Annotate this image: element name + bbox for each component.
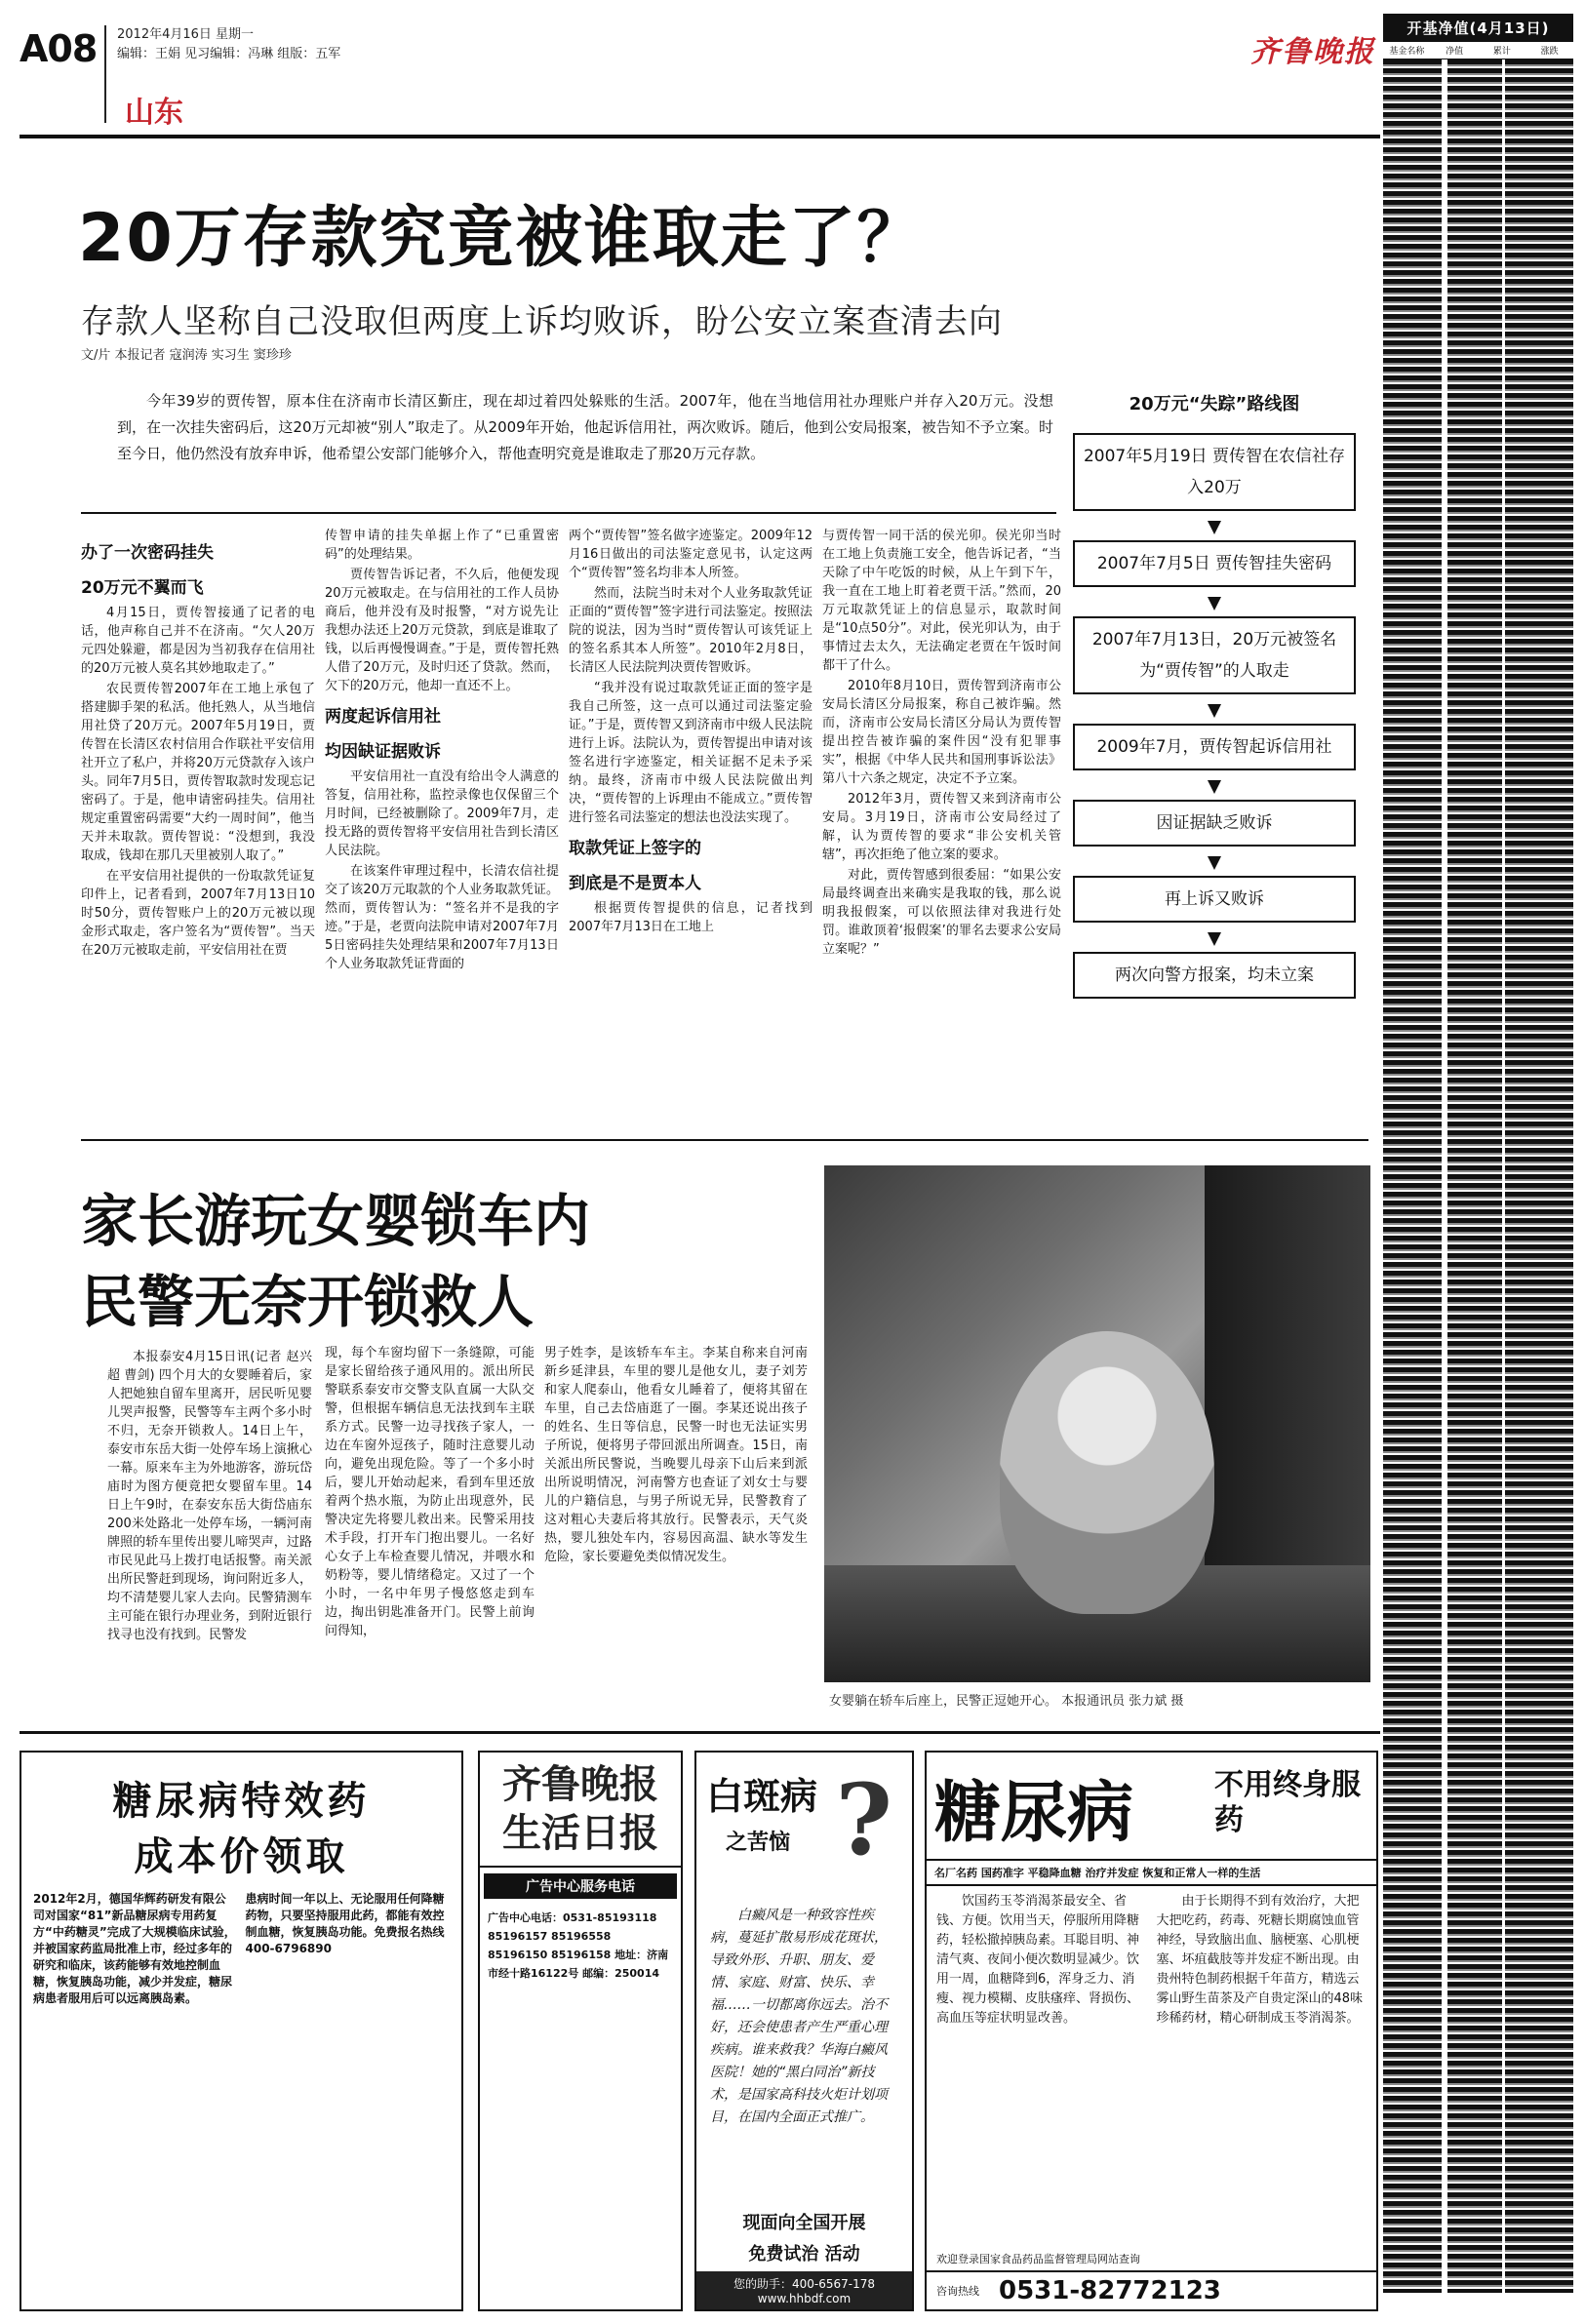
fund-col-name: 基金名称 <box>1389 47 1425 57</box>
ad-body <box>927 1886 1376 2034</box>
article-column-3 <box>569 527 812 938</box>
body-paragraph: 现，每个车窗均留下一条缝隙，可能是家长留给孩子通风用的。派出所民警联系泰安市交警支队直属一大队交警，但根据车辆信息无法找到车主联系方式。民警一边寻找孩子家人，一边在车窗外逗孩子，随时注意婴儿动向，避免出现危险。等了一个多小时后，婴儿开始动起来，看到车里还放着两个热水瓶，为防止出现意外，民警决定先将婴儿救出来。民警采用技术手段，打开车门抱出婴儿。一名好心女子上车检查婴儿情况，并喂水和奶粉等，婴儿情绪稳定。又过了一个小时，一名中年男子慢悠悠走到车边，掏出钥匙准备开门。民警上前询问得知， <box>325 1346 535 1638</box>
ad-diabetes-drug <box>20 1751 463 2311</box>
second-headline-line2: 民警无奈开锁救人 <box>81 1269 535 1335</box>
article-divider <box>81 512 1056 514</box>
infant-figure <box>1000 1331 1214 1614</box>
body-paragraph: 两个“贾传智”签名做字迹鉴定。2009年12月16日做出的司法鉴定意见书，认定这两个“贾传智”签名均非本人所签。 <box>569 529 812 580</box>
header-divider <box>104 25 106 123</box>
page-header <box>20 18 1375 130</box>
section-title: 山东 <box>125 96 183 130</box>
hotline-label: 咨询热线 <box>936 2285 979 2298</box>
fund-nav-table <box>1383 14 1573 2305</box>
ad-footer-line: 免费试治 活动 <box>748 2244 860 2265</box>
ad-tagline: 名厂名药 国药准字 平稳降血糖 治疗并发症 恢复和正常人一样的生活 <box>927 1859 1376 1886</box>
news-photo <box>824 1165 1370 1682</box>
fund-table-rows <box>1383 59 1573 2293</box>
body-paragraph: 然而，法院当时未对个人业务取款凭证正面的“贾传智”签字进行司法鉴定。按照法院的说法，因为当时“贾传智认可该凭证上的签名系其本人所签”。2010年2月8日，长清区人民法院判决贾传智败诉。 <box>569 586 812 675</box>
route-step: 因证据缺乏败诉 <box>1073 800 1356 847</box>
issue-date: 2012年4月16日 星期一 <box>117 27 255 42</box>
ad-title: 糖尿病 <box>934 1775 1134 1852</box>
fund-col-nav: 净值 <box>1446 47 1464 57</box>
subheading: 取款凭证上签字的 <box>569 839 701 858</box>
subheading: 均因缺证据败诉 <box>325 742 441 762</box>
ad-subtitle: 广告中心服务电话 <box>484 1873 677 1899</box>
body-paragraph: 贾传智告诉记者，不久后，他便发现20万元被取走。在与信用社的工作人员协商后，他并没有及时报警，“对方说先让我想办法还上20万元贷款，到底是谁取了钱，以后再慢慢调查。”于是，贾传智托熟人借了20万元，及时归还了贷款。然而，欠下的20万元，他却一直还不上。 <box>325 568 559 693</box>
ad-text: 饮国药玉苓消渴茶最安全、省钱、方便。饮用当天，停服所用降糖药，轻松撤掉胰岛素。耳聪目明、神清气爽、夜间小便次数明显减少。饮用一周，血糖降到6，浑身乏力、消瘦、视力模糊、皮肤瘙痒、肾损伤、高血压等症状明显改善。 <box>936 1894 1140 2026</box>
article2-column-1 <box>107 1348 312 1644</box>
main-headline: 20万存款究竟被谁取走了？ <box>78 200 926 277</box>
body-paragraph: 2010年8月10日，贾传智到济南市公安局长清区分局报案，称自己被诈骗。然而，济南市公安局长清区分局认为贾传智提出控告被诈骗的案件因“没有犯罪事实”，根据《中华人民共和国刑事诉讼法》第八十六条之规定，决定不予立案。 <box>822 679 1061 786</box>
section-divider <box>81 1139 1368 1141</box>
fund-col-cum: 累计 <box>1492 47 1511 57</box>
ad-footer <box>696 2209 912 2309</box>
ads-divider <box>20 1731 1380 1734</box>
body-paragraph: 传智申请的挂失单据上作了“已重置密码”的处理结果。 <box>325 529 559 562</box>
article-column-1 <box>81 532 315 962</box>
page-number: A08 <box>20 27 98 70</box>
fund-table-header <box>1383 42 1573 59</box>
ad-note: 欢迎登录国家食品药品监督管理局网站查询 <box>936 2253 1140 2265</box>
ad-title: 齐鲁晚报 生活日报 <box>480 1760 681 1868</box>
masthead-logo: 齐鲁晚报 <box>1250 35 1375 69</box>
ad-title: 糖尿病特效药 <box>112 1779 371 1824</box>
body-paragraph: “我并没有说过取款凭证正面的签字是我自己所签，这一点可以通过司法鉴定验证。”于是，贾传智又到济南市中级人民法院进行上诉。法院认为，贾传智提出申请对该签名进行字迹鉴定，相关证据不足未予采纳。最终，济南市中级人民法院做出判决，“贾传智的上诉理由不能成立。”贾传智进行签名司法鉴定的想法也没法实现了。 <box>569 681 812 825</box>
body-paragraph: 平安信用社一直没有给出令人满意的答复，信用社称，监控录像也仅保留三个月时间，已经被删除了。2009年7月，走投无路的贾传智将平安信用社告到长清区人民法院。 <box>325 769 559 858</box>
second-headline-line1: 家长游玩女婴锁车内 <box>81 1188 591 1254</box>
route-title: 20万元“失踪”路线图 <box>1129 394 1300 414</box>
route-step: 2007年5月19日 贾传智在农信社存入20万 <box>1073 433 1356 511</box>
ad-body <box>21 1891 461 2007</box>
hotline-number: 0531-82772123 <box>999 2276 1221 2305</box>
ad-title: 成本价领取 <box>134 1834 349 1879</box>
route-map-panel <box>1073 390 1356 1112</box>
ad-subtitle: 之苦恼 <box>726 1831 791 1855</box>
ad-text: 由于长期得不到有效治疗，大把大把吃药，药毒、死糖长期腐蚀血管神经，导致脑出血、脑梗塞、心肌梗塞、坏疽截肢等并发症不断出现。由贵州特色制药根据千年苗方，精选云雾山野生苗茶及产自贵定深山的48味珍稀药材，精心研制成玉苓消渴茶。 <box>1156 1894 1364 2026</box>
ad-text: 患病时间一年以上、无论服用任何降糖药物，只要坚持服用此药，都能有效控制血糖，恢复胰岛功能。免费报名热线400-6796890 <box>245 1892 445 1955</box>
article2-column-3 <box>544 1344 808 1566</box>
ad-newspaper-service <box>478 1751 683 2311</box>
lede-paragraph: 今年39岁的贾传智，原本住在济南市长清区斳庄，现在却过着四处躲账的生活。2007年，他在当地信用社办理账户并存入20万元。没想到，在一次挂失密码后，这20万元却被“别人”取走了。从2009年开始，他起诉信用社，两次败诉。随后，他到公安局报案，被告知不予立案。时至今日，他仍然没有放弃申诉，他希望公安部门能够介入，帮他查明究竟是谁取走了那20万元存款。 <box>117 392 1053 462</box>
subheading: 办了一次密码挂失 <box>81 543 214 563</box>
subheading: 两度起诉信用社 <box>325 707 441 727</box>
body-paragraph: 在该案件审理过程中，长清农信社提交了该20万元取款的个人业务取款凭证。然而，贾传智认为：“签名并不是我的字迹。”于是，老贾向法院申请对2007年7月5日密码挂失处理结果和2007年7月13日个人业务取款凭证背面的 <box>325 864 559 971</box>
article-column-4 <box>822 527 1061 961</box>
route-step: 2007年7月13日，20万元被签名为“贾传智”的人取走 <box>1073 616 1356 694</box>
body-paragraph: 男子姓李，是该轿车车主。李某自称来自河南新乡延津县，车里的婴儿是他女儿，妻子刘芳和家人爬泰山，他看女儿睡着了，便将其留在车里，自己去岱庙逛了一圈。李某还说出孩子的姓名、生日等信息，民警一时也无法证实男子所说，便将男子带回派出所调查。15日，南关派出所民警说，当晚婴儿母亲下山后来到派出所说明情况，河南警方也查证了刘女士与婴儿的户籍信息，与男子所说无异，民警教育了这对粗心夫妻后将其放行。民警表示，天气炎热，婴儿独处车内，容易因高温、缺水等发生危险，家长要避免类似情况发生。 <box>544 1346 808 1564</box>
ad-subtitle: 不用终身服药 <box>1214 1768 1361 1837</box>
body-paragraph: 对此，贾传智感到很委屈：“如果公安局最终调查出来确实是我取的钱，那么说明我报假案，可以依照法律对我进行处罚。谁敢顶着‘报假案’的罪名去要求公安局立案呢？” <box>822 868 1061 957</box>
ad-body: 广告中心电话：0531-85193118 85196157 85196558 85196150 85196158 地址：济南市经十路16122号 邮编：250014 <box>488 1911 669 1980</box>
route-step: 两次向警方报案，均未立案 <box>1073 952 1356 999</box>
byline: 文/片 本报记者 寇润涛 实习生 窦珍珍 <box>81 348 292 363</box>
subheading: 20万元不翼而飞 <box>81 578 204 598</box>
fund-table-title: 开基净值(4月13日) <box>1383 14 1573 42</box>
body-paragraph: 与贾传智一同干活的侯光卯。侯光卯当时在工地上负责施工安全，他告诉记者，“当天除了中午吃饭的时候，从上午到下午，我一直在工地上盯着老贾干活。”然而，20万元取款凭证上的信息显示，取款时间是“10点50分”。对此，侯光卯认为，由于事情过去太久，无法确定老贾在午饭时间都干了什么。 <box>822 529 1061 673</box>
article2-column-2 <box>325 1344 535 1640</box>
header-rule <box>20 135 1380 138</box>
question-mark-icon: ? <box>835 1762 892 1877</box>
body-paragraph: 本报泰安4月15日讯(记者 赵兴超 曹剑) 四个月大的女婴睡着后，家人把她独自留车里离开，居民听见婴儿哭声报警，民警等车主两个多小时不归，无奈开锁救人。14日上午，泰安市东岳大街一处停车场上演揪心一幕。原来车主为外地游客，游玩岱庙时为图方便竟把女婴留车里。14日上午9时，在泰安东岳大街岱庙东200米处路北一处停车场，一辆河南牌照的轿车里传出婴儿啼哭声，过路市民见此马上拨打电话报警。南关派出所民警赶到现场，询问附近多人，均不清楚婴儿家人去向。民警猜测车主可能在银行办理业务，到附近银行找寻也没有找到。民警发 <box>107 1350 312 1642</box>
body-paragraph: 农民贾传智2007年在工地上承包了搭建脚手架的私活。他托熟人，从当地信用社贷了20万元。2007年5月19日，贾传智在长清区农村信用合作联社平安信用社开立了私户，并将20万元贷款存入该户头。同年7月5日，贾传智取款时发现忘记密码了。于是，他申请密码挂失。信用社规定重置密码需要“大约一周时间”，他当天并未取款。贾传智说：“没想到，我没取成，钱却在那几天里被别人取了。” <box>81 682 315 863</box>
body-paragraph: 4月15日，贾传智接通了记者的电话，他声称自己并不在济南。“欠人20万元四处躲避，都是因为当初我存在信用社的20万元被人莫名其妙地取走了。” <box>81 606 315 676</box>
body-paragraph: 在平安信用社提供的一份取款凭证复印件上，记者看到，2007年7月13日10时50分，贾传智账户上的20万元被以现金形式取走，客户签名为“贾传智”。当天在20万元被取走前，平安信用社在贾 <box>81 869 315 958</box>
header-meta <box>117 25 340 64</box>
ad-footer <box>927 2270 1376 2309</box>
route-step: 2007年7月5日 贾传智挂失密码 <box>1073 540 1356 587</box>
fund-col-change: 涨跌 <box>1540 47 1559 57</box>
main-subhead: 存款人坚称自己没取但两度上诉均败诉，盼公安立案查清去向 <box>81 302 1003 341</box>
subheading: 到底是不是贾本人 <box>569 874 701 893</box>
body-paragraph: 2012年3月，贾传智又来到济南市公安局。3月19日，济南市公安局经过了解，认为贾传智的要求“非公安机关管辖”，再次拒绝了他立案的要求。 <box>822 792 1061 862</box>
route-step: 再上诉又败诉 <box>1073 876 1356 923</box>
ad-body: 白癜风是一种致容性疾病，蔓延扩散易形成花斑状，导致外形、升职、朋友、爱情、家庭、财富、快乐、幸福……一切都离你远去。治不好，还会使患者产生严重心理疾病。谁来救我？华海白癜风医院！她的“黑白同治”新技术，是国家高科技火炬计划项目，在国内全面正式推广。 <box>710 1908 888 2125</box>
ad-contact: 您的助手：400-6567-178 www.hhbdf.com <box>696 2271 912 2309</box>
editor-line: 编辑：王娟 见习编辑：冯琳 组版：五军 <box>117 47 341 61</box>
ad-vitiligo <box>694 1751 914 2311</box>
ad-diabetes-tea <box>925 1751 1378 2311</box>
body-paragraph: 根据贾传智提供的信息，记者找到2007年7月13日在工地上 <box>569 901 812 934</box>
ad-text: 2012年2月，德国华辉药研发有限公司对国家“81”新品糖尿病专用药复方“中药糖灵”完成了大规模临床试验，并被国家药监局批准上市，经过多年的研究和临床，该药能够有效地控制血糖，恢复胰岛功能，减少并发症，糖尿病患者服用后可以远离胰岛素。 <box>33 1892 236 2005</box>
photo-caption: 女婴躺在轿车后座上，民警正逗她开心。 本报通讯员 张力斌 摄 <box>829 1694 1184 1709</box>
article-column-2 <box>325 527 559 975</box>
ad-title: 白斑病 <box>706 1775 818 1818</box>
ad-footer-line: 现面向全国开展 <box>742 2213 866 2233</box>
route-step: 2009年7月，贾传智起诉信用社 <box>1073 724 1356 770</box>
